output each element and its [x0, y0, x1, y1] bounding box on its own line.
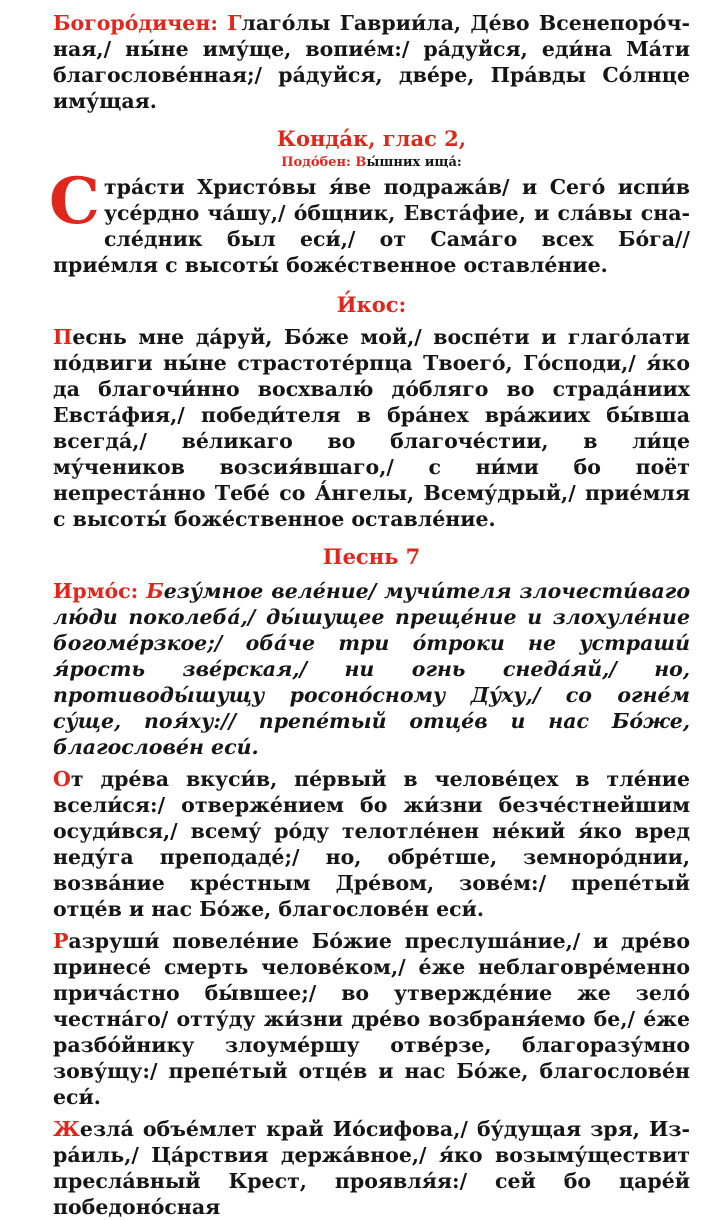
irmos-paragraph [53, 578, 690, 760]
kontakion-paragraph [49, 164, 690, 278]
theotokion-label: Богоро́дичен: [53, 11, 228, 35]
kontakion-podoben [53, 154, 690, 172]
irmos-label: Ирмо́с: [53, 579, 147, 603]
ikos-heading: И́кос: [336, 292, 407, 317]
podoben-initial: В [355, 155, 367, 170]
theotokion-paragraph [53, 10, 690, 114]
ikos-paragraph [53, 324, 690, 532]
kontakion-heading: Конда́к, глас 2, [276, 126, 467, 151]
ikos-text: еснь мне да́руй, Бо́же мой,/ воспе́ти и глаго́лати по́двиги ны́не страстоте́рпца Твоего́, Го́споди,/ я́ко да благочи́нно восхвалю́ до́бляго во страда́ниих Евста́фия,/ победи́теля в бра́нех вра́жиих бы́вша всегда́,/ ве́ликаго во благоче́стии, в ли́це му́чеников возсия́вшаго,/ с ни́ми бо поёт непреста́нно Тебе́ со А́нгелы, Всему́дрый,/ прие́мля с высоты́ боже́ственное оставле́ние. [53, 325, 690, 531]
song-heading: Песнь 7 [322, 544, 421, 569]
troparion-text: езла́ объе́млет край Ио́сифова,/ бу́дущая зря, Изра́иль,/ Ца́рствия держа́вное,/ я́ко возыму́ществит пресла́вный Крест, проявля́я:/ сей бо царе́й победоно́сная [53, 1117, 690, 1219]
podoben-label: Подо́бен: [281, 155, 356, 170]
troparion-initial: О [53, 767, 71, 791]
irmos-initial: Б [146, 579, 164, 603]
irmos-text: езу́мное веле́ние/ мучи́теля злочести́ваго лю́ди поколеба́,/ ды́шущее преще́ние и злохуле́ние богоме́рзкое;/ оба́че три о́троки не устраши́ я́рость зве́рская,/ ни огнь снеда́яй,/ но, противоды́шущу росоно́сному Ду́ху,/ со огне́м су́ще, поя́ху:// препе́тый отце́в и нас Бо́же, благослове́н еси́. [53, 579, 691, 759]
theotokion-initial: Г [227, 11, 242, 35]
theotokion-text: лаго́лы Гаврии́ла, Де́во Всенепоро́чная,/ ны́не иму́ще, вопие́м:/ ра́дуйся, еди́на Ма́ти благослове́нная;/ ра́дуйся, две́ре, Пра́вды Со́лнце иму́щая. [53, 11, 690, 113]
troparion-paragraph [53, 1116, 690, 1220]
troparion-paragraph [53, 928, 690, 1110]
podoben-text: ы́шних ища́: [366, 155, 462, 170]
ikos-initial: П [53, 325, 73, 349]
troparion-initial: Ж [53, 1117, 80, 1141]
troparion-text: азруши́ повеле́ние Бо́жие преслуша́ние,/ и дре́во принесе́ смерть челове́ком,/ е́же неблаговре́менно прича́стно бы́вшее;/ во утвержде́ние же зело́ честна́го/ отту́ду жи́зни дре́во возбраня́емо бе,/ е́же разбо́йнику злоуме́ршу отве́рзе, благоразу́мно зову́щу:/ препе́тый отце́в и нас Бо́же, благослове́н еси́. [53, 929, 690, 1109]
kontakion-dropcap: С [49, 164, 100, 239]
troparion-initial: Р [53, 929, 69, 953]
kontakion-text: тра́сти Христо́вы я́ве подража́в/ и Сего́ испи́в усе́рдно ча́шу,/ о́бщник, Евста́фие, и сла́вы снасле́дник был еси́,/ от Сама́го всех Бо́га// прие́мля с высоты́ боже́ственное оставле́ние. [53, 175, 690, 277]
troparion-text: т дре́ва вкуси́в, пе́рвый в челове́цех в тле́ние всели́ся:/ отверже́нием бо жи́зни безче́стнейшим осуди́вся,/ всему́ ро́ду телотле́нен не́кий я́ко вред неду́га преподаде́;/ но, обре́тше, земноро́днии, возва́ние кре́стным Дре́вом, зове́м:/ препе́тый отце́в и нас Бо́же, благослове́н еси́. [53, 767, 690, 921]
troparion-paragraph [53, 766, 690, 922]
